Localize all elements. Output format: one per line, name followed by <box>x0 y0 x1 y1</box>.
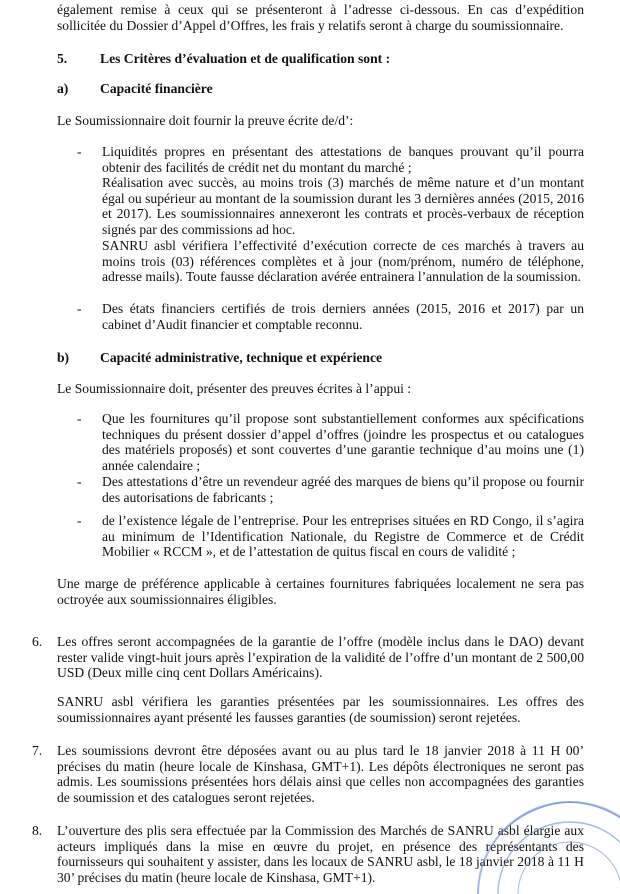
section-8-number: 8. <box>32 823 43 838</box>
criterion-financial-statements: Des états financiers certifiés de trois derniers années (2015, 2016 et 2017) par un cabinet d’Audit financier et comptable reconnu. <box>102 301 584 332</box>
subsection-a-title: Capacité financière <box>100 81 213 96</box>
section-5-number: 5. <box>57 51 68 66</box>
subsection-b-title: Capacité administrative, technique et expérience <box>100 350 383 365</box>
section-8-paragraph: L’ouverture des plis sera effectuée par la Commission des Marchés de SANRU asbl élargie aux acteurs impliqués dans la mise en œuvre du projet, en présence des représentants des fournisseurs qui souhaitent y assister, dans les locaux de SANRU asbl, le 18 janvier 2018 à 11 H 30’ précises du matin (heure locale de Kinshasa, GMT+1). <box>57 823 584 885</box>
section-7-paragraph: Les soumissions devront être déposées avant ou au plus tard le 18 janvier 2018 à 11 H 00’ précises du matin (heure locale de Kinshasa, GMT+1). Les dépôts électroniques ne seront pas admis. Les soumissions présentées hors délais ainsi que celles non accompagnées des garanties de soumission et des catalogues seront rejetées. <box>57 743 584 805</box>
intro-paragraph: également remise à ceux qui se présenteront à l’adresse ci-dessous. En cas d’expédition sollicitée du Dossier d’Appel d’Offres, les frais y relatifs seront à charge du soumissionnaire. <box>57 2 584 33</box>
section-6-number: 6. <box>32 634 43 649</box>
subsection-a-label: a) <box>57 81 69 96</box>
section-7-number: 7. <box>32 743 43 758</box>
criterion-verification: SANRU asbl vérifiera l’effectivité d’exécution correcte de ces marchés à travers au moins trois (03) références complètes et à jour (nom/prénom, numéro de téléphone, adresse mails). Toute fausse déclaration avérée entrainera l’annulation de la soumission. <box>102 238 584 285</box>
preference-margin-note: Une marge de préférence applicable à certaines fournitures fabriquées localement ne sera pas octroyée aux soumissionnaires éligibles. <box>57 576 584 607</box>
criterion-liquidity: Liquidités propres en présentant des attestations de banques prouvant qu’il pourra obtenir des facilités de crédit net du montant du marché ; <box>102 144 584 175</box>
subsection-a-lead: Le Soumissionnaire doit fournir la preuve écrite de/d’: <box>57 113 354 128</box>
criterion-legal-existence: de l’existence légale de l’entreprise. Pour les entreprises situées en RD Congo, il s’agira au minimum de l’Identification Nationale, du Registre de Commerce et de Crédit Mobilier « RCCM », et de l’attestation de quitus fiscal en cours de validité ; <box>102 513 584 560</box>
criterion-dealer-attestation: Des attestations d’être un revendeur agréé des marques de biens qu’il propose ou fournir des autorisations de fabricants ; <box>102 474 584 505</box>
section-5-title: Les Critères d’évaluation et de qualification sont : <box>100 51 391 66</box>
bullet-dash: - <box>77 474 82 489</box>
bullet-dash: - <box>77 144 82 159</box>
subsection-b-label: b) <box>57 350 70 365</box>
official-stamp <box>470 794 620 894</box>
criterion-past-contracts: Réalisation avec succès, au moins trois (3) marchés de même nature et d’un montant égal ou supérieur au montant de la soumission durant les 3 dernières années (2015, 2016 et 2017). Les soumissionnaires annexeront les contrats et procès-verbaux de réception signés par des commissions ad hoc. <box>102 175 584 237</box>
subsection-b-lead: Le Soumissionnaire doit, présenter des preuves écrites à l’appui : <box>57 381 412 396</box>
section-6-guarantee-check: SANRU asbl vérifiera les garanties présentées par les soumissionnaires. Les offres des soumissionnaires ayant présenté les fausses garanties (de soumission) seront rejetées. <box>57 694 584 725</box>
criterion-conformity: Que les fournitures qu’il propose sont substantiellement conformes aux spécifications techniques du présent dossier d’appel d’offres (joindre les prospectus et ou catalogues des matériels proposés) et sont couvertes d’une garantie technique d’au moins une (1) année calendaire ; <box>102 411 584 473</box>
bullet-dash: - <box>77 301 82 316</box>
bullet-dash: - <box>77 513 82 528</box>
section-6-paragraph: Les offres seront accompagnées de la garantie de l’offre (modèle inclus dans le DAO) devant rester valide vingt-huit jours après l’expiration de la validité de l’offre d’un montant de 2 500,00 USD (Deux mille cinq cent Dollars Américains). <box>57 634 584 681</box>
bullet-dash: - <box>77 411 82 426</box>
